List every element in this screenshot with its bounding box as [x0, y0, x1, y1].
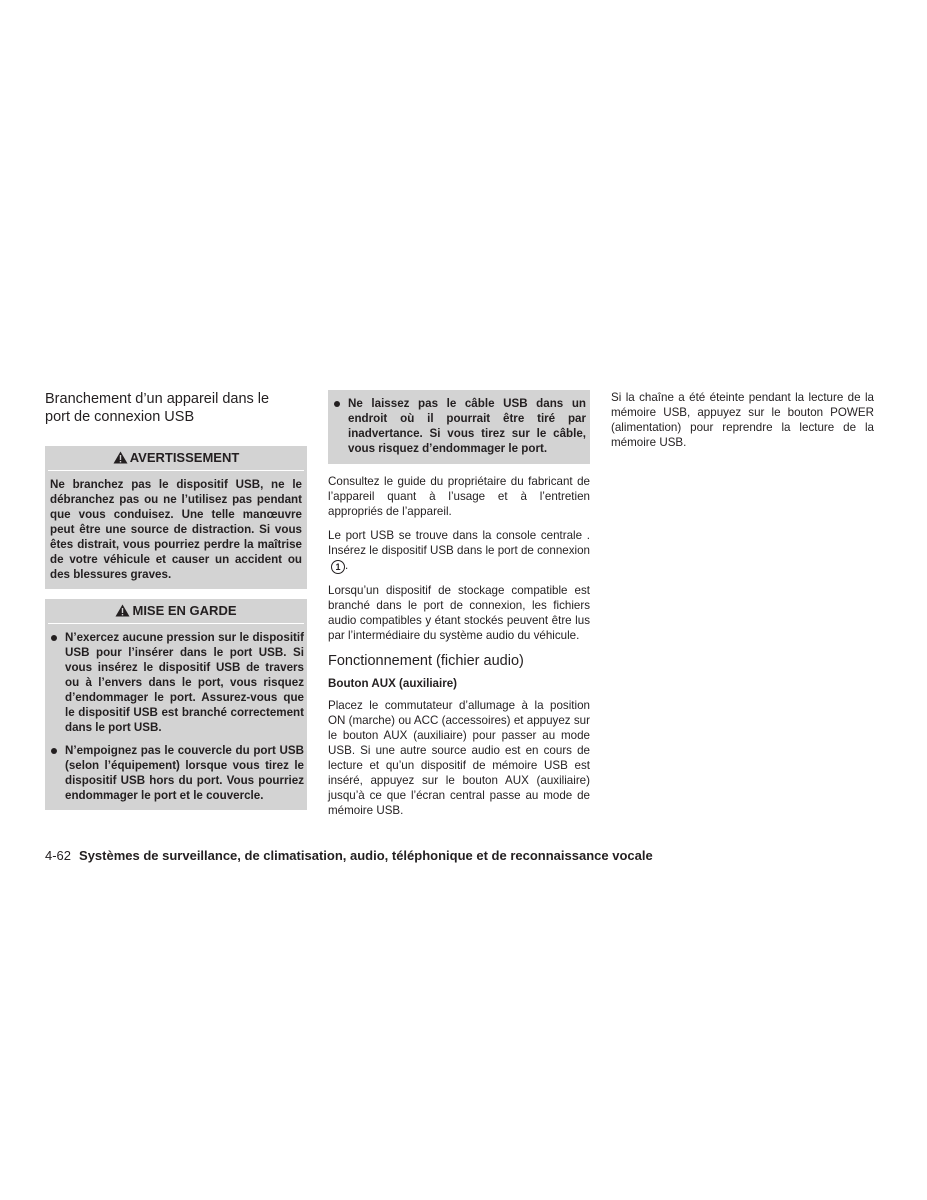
chapter-title: Systèmes de surveillance, de climatisation, audio, téléphonique et de reconnaissance vocale — [79, 848, 653, 863]
warning-header-label: AVERTISSEMENT — [129, 450, 240, 465]
warning-triangle-icon — [113, 451, 128, 464]
paragraph-usb-location — [328, 528, 590, 574]
page-number: 4-62 — [45, 848, 72, 863]
caution-header-label: MISE EN GARDE — [132, 603, 237, 618]
warning-header — [48, 450, 304, 471]
list-item: Ne laissez pas le câble USB dans un endroit où il pourrait être tiré par inadvertance. Si vous tirez sur le câble, vous risquez d’endommager le port. — [331, 396, 586, 456]
warning-triangle-icon — [115, 604, 130, 617]
paragraph-compatible-storage: Lorsqu’un dispositif de stockage compatible est branché dans le port de connexion, les fichiers audio compatibles y étant stockés peuvent être lus par l’intermédiaire du système audio du véhicule. — [328, 584, 590, 642]
sub-heading-aux-button: Bouton AUX (auxiliaire) — [328, 677, 458, 690]
caution-box — [45, 599, 307, 810]
section-title-usb-connection — [45, 390, 307, 426]
caution-box-continued — [328, 390, 590, 464]
paragraph-owners-guide: Consultez le guide du propriétaire du fabricant de l’appareil quant à l’usage et à l’entretien appropriés de l’appareil. — [328, 475, 590, 518]
paragraph-aux-instructions: Placez le commutateur d’allumage à la position ON (marche) ou ACC (accessoires) et appuyez sur le bouton AUX (auxiliaire) pour passer au mode USB. Si une autre source audio est en cours de lecture et qu’un dispositif de mémoire USB est inséré, appuyez sur le bouton AUX (auxiliaire) jusqu’à ce que l’écran central passe au mode de mémoire USB. — [328, 699, 590, 817]
page-footer — [45, 848, 905, 863]
paragraph-text: Le port USB se trouve dans la console centrale . Insérez le dispositif USB dans le port de connexion — [328, 529, 590, 557]
list-item: N’exercez aucune pression sur le dispositif USB pour l’insérer dans le port USB. Si vous insérez le dispositif USB de travers ou à l’envers dans le port, vous risquez d’endommager le port. Assurez-vous que le dispositif USB est branché correctement dans le port USB. — [48, 630, 304, 735]
section-title-line-2: port de connexion USB — [45, 409, 195, 425]
column-right — [611, 390, 874, 459]
column-middle — [328, 390, 590, 827]
callout-number-icon: 1 — [331, 560, 345, 574]
caution-list — [48, 630, 304, 803]
paragraph-power-button: Si la chaîne a été éteinte pendant la lecture de la mémoire USB, appuyez sur le bouton POWER (alimentation) pour reprendre la lecture de la mémoire USB. — [611, 391, 874, 449]
column-left — [45, 390, 307, 820]
paragraph-end: . — [345, 559, 349, 572]
warning-text: Ne branchez pas le dispositif USB, ne le débranchez pas ou ne l’utilisez pas pendant que vous conduisez. Une telle manœuvre peut être une source de distraction. Si vous êtes distrait, vous pourriez perdre la maîtrise de votre véhicule et causer un accident ou des blessures graves. — [50, 478, 302, 581]
caution-header — [48, 603, 304, 624]
caution-list-continued — [331, 396, 586, 456]
warning-box — [45, 446, 307, 589]
section-title-line-1: Branchement d’un appareil dans le — [45, 391, 270, 407]
list-item: N’empoignez pas le couvercle du port USB (selon l’équipement) lorsque vous tirez le dispositif USB hors du port. Vous pourriez endommager le port et le couvercle. — [48, 743, 304, 803]
section-title-audio-operation: Fonctionnement (fichier audio) — [328, 653, 524, 669]
